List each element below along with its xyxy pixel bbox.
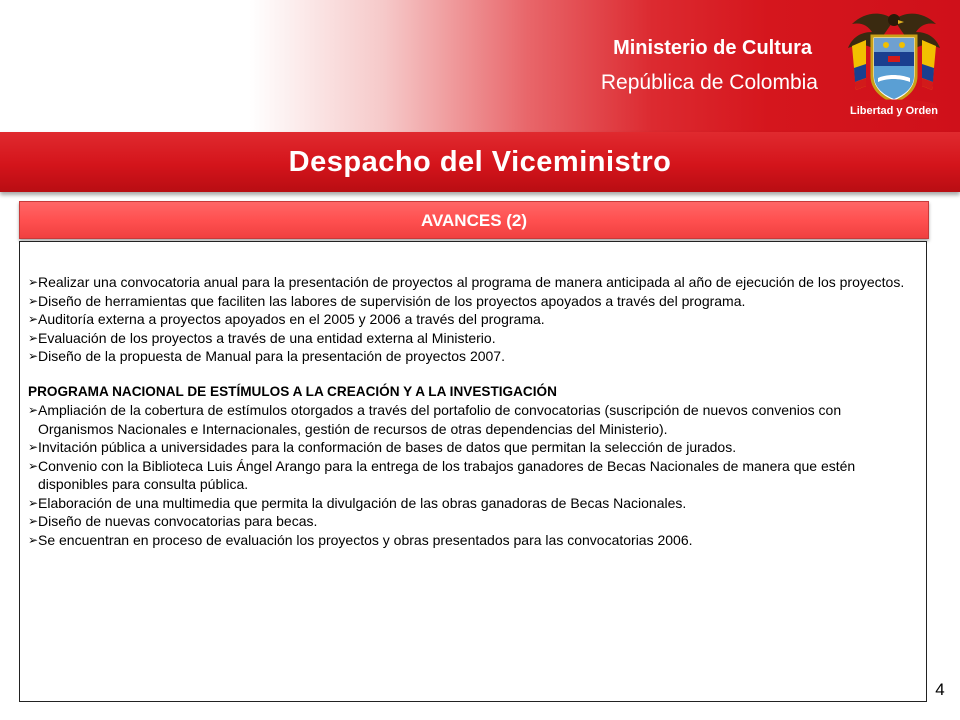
list-item: ➢ Realizar una convocatoria anual para la presentación de proyectos al programa de manera anticipada al año de ejecución de los proyectos. bbox=[28, 274, 905, 290]
list-item: ➢ Auditoría externa a proyectos apoyados en el 2005 y 2006 a través del programa. bbox=[28, 311, 545, 327]
list-item: ➢ Diseño de nuevas convocatorias para becas. bbox=[28, 513, 318, 529]
arrow-bullet-icon: ➢ bbox=[28, 330, 39, 345]
arrow-bullet-icon: ➢ bbox=[28, 532, 39, 547]
arrow-bullet-icon: ➢ bbox=[28, 275, 39, 289]
list-item: ➢ Evaluación de los proyectos a través de una entidad externa al Ministerio. bbox=[28, 329, 496, 346]
list-item: ➢ Diseño de la propuesta de Manual para la presentación de proyectos 2007. bbox=[28, 348, 505, 364]
arrow-bullet-icon: ➢ bbox=[28, 440, 39, 454]
slide-title: Despacho del Viceministro bbox=[288, 146, 672, 178]
list-item: ➢ Diseño de herramientas que faciliten las labores de supervisión de los proyectos apoyados a través del programa. bbox=[28, 292, 746, 309]
content-list bbox=[28, 273, 912, 549]
arrow-bullet-icon: ➢ bbox=[28, 349, 39, 363]
program-heading: PROGRAMA NACIONAL DE ESTÍMULOS A LA CREACIÓN Y A LA INVESTIGACIÓN bbox=[28, 383, 557, 399]
list-item: ➢ Convenio con la Biblioteca Luis Ángel Arango para la entrega de los trabajos ganadores de Becas Nacionales de manera que estén disponibles para consulta pública. bbox=[28, 457, 856, 492]
list-item: ➢ Elaboración de una multimedia que permita la divulgación de las obras ganadoras de Becas Nacionales. bbox=[28, 494, 687, 511]
list-item: ➢ Ampliación de la cobertura de estímulos otorgados a través del portafolio de convocatorias (suscripción de nuevos convenios con Organismos Nacionales e Internacionales, gestión de recursos de otras dependencias del Ministerio). bbox=[28, 402, 842, 437]
arrow-bullet-icon: ➢ bbox=[28, 514, 39, 528]
list-item: ➢ Invitación pública a universidades para la conformación de bases de datos que permitan la selección de jurados. bbox=[28, 439, 737, 455]
arrow-bullet-icon: ➢ bbox=[28, 458, 39, 473]
header-band bbox=[0, 0, 960, 132]
arrow-bullet-icon: ➢ bbox=[28, 293, 39, 308]
ministry-country: República de Colombia bbox=[600, 71, 818, 94]
arrow-bullet-icon: ➢ bbox=[28, 312, 39, 326]
arrow-bullet-icon: ➢ bbox=[28, 495, 39, 510]
page-number: 4 bbox=[935, 680, 945, 699]
spacer bbox=[28, 366, 912, 383]
arrow-bullet-icon: ➢ bbox=[28, 403, 39, 417]
emblem-motto: Libertad y Orden bbox=[849, 105, 939, 117]
list-item: ➢ Se encuentran en proceso de evaluación los proyectos y obras presentados para las convocatorias 2006. bbox=[28, 531, 693, 548]
section-title: AVANCES (2) bbox=[420, 211, 528, 230]
ministry-name: Ministerio de Cultura bbox=[613, 37, 812, 59]
